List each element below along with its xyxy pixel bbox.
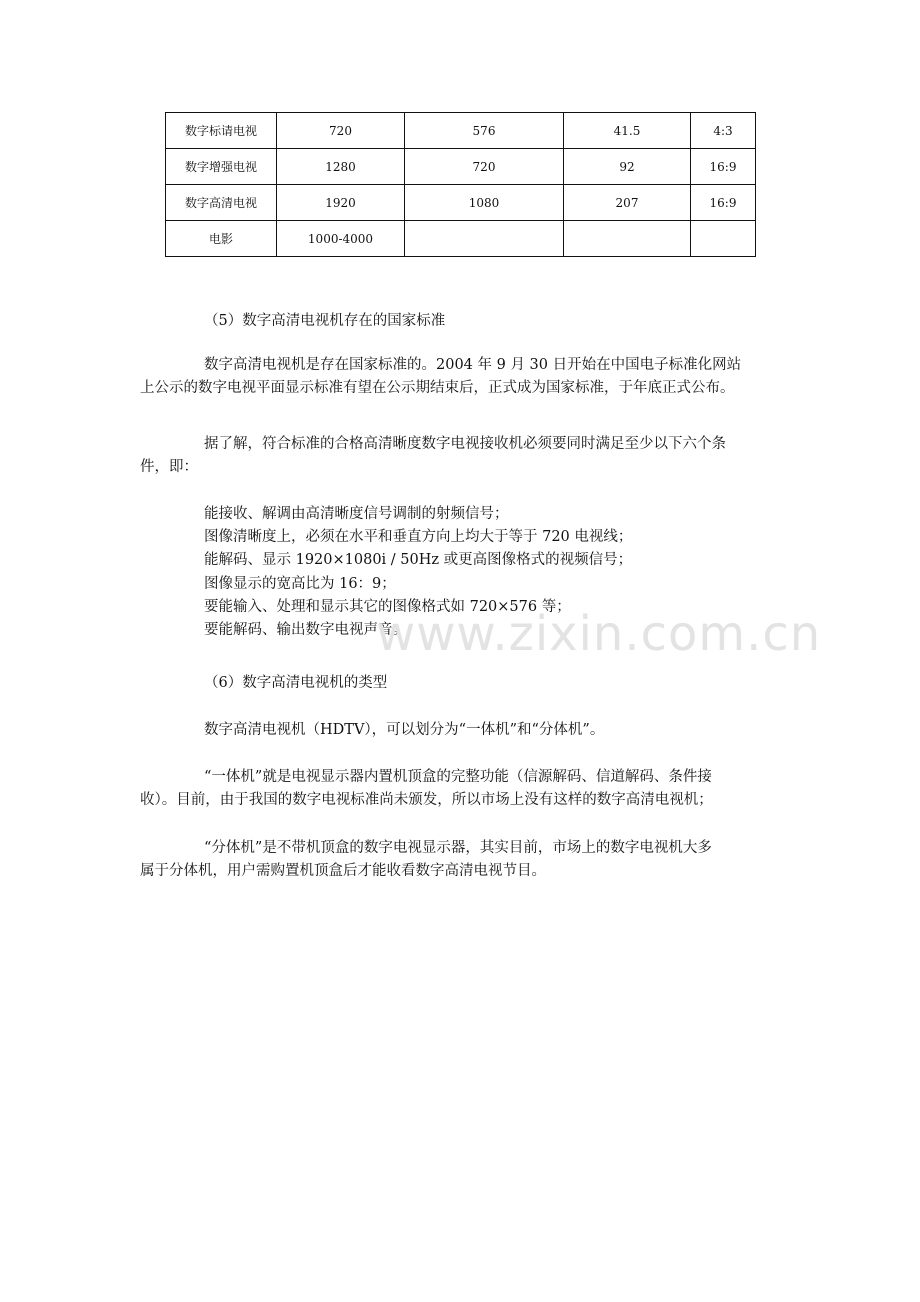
table-row [166, 149, 756, 185]
table-row [166, 113, 756, 149]
paragraph-line: “一体机”就是电视显示器内置机顶盒的完整功能（信源解码、信道解码、条件接 [204, 769, 712, 785]
table-cell [691, 221, 756, 257]
table-cell: 电影 [166, 221, 277, 257]
paragraph-line: 数字高清电视机是存在国家标准的。2004 年 9 月 30 日开始在中国电子标准化网站 [204, 357, 742, 373]
table-cell: 720 [277, 113, 405, 149]
paragraph [140, 719, 780, 742]
table-cell: 576 [405, 113, 564, 149]
table-cell: 1080 [405, 185, 564, 221]
paragraph-line: “分体机”是不带机顶盒的数字电视显示器，其实目前，市场上的数字电视机大多 [204, 840, 712, 856]
condition-item: 要能解码、输出数字电视声音。 [204, 622, 407, 638]
resolution-table [165, 112, 756, 257]
table-cell: 1920 [277, 185, 405, 221]
table-cell [564, 221, 691, 257]
paragraph-line: 收）。目前，由于我国的数字电视标准尚未颁发，所以市场上没有这样的数字高清电视机； [140, 792, 713, 808]
paragraph [140, 433, 780, 479]
table-cell: 1000-4000 [277, 221, 405, 257]
condition-item: 能解码、显示 1920×1080i / 50Hz 或更高图像格式的视频信号； [204, 552, 633, 568]
table-cell [405, 221, 564, 257]
table-cell: 16:9 [691, 149, 756, 185]
table-cell: 4:3 [691, 113, 756, 149]
paragraph [140, 837, 780, 883]
table-cell: 16:9 [691, 185, 756, 221]
paragraph [140, 766, 780, 812]
condition-item: 图像清晰度上，必须在水平和垂直方向上均大于等于 720 电视线； [204, 529, 633, 545]
table-row [166, 221, 756, 257]
condition-item: 要能输入、处理和显示其它的图像格式如 720×576 等； [204, 599, 571, 615]
table-cell: 92 [564, 149, 691, 185]
section-5-heading: （5）数字高清电视机存在的国家标准 [204, 313, 446, 329]
table-cell: 41.5 [564, 113, 691, 149]
table-row [166, 185, 756, 221]
paragraph-line: 件，即： [140, 459, 198, 475]
paragraph [140, 354, 780, 400]
condition-item: 能接收、解调由高清晰度信号调制的射频信号； [204, 506, 509, 522]
table-cell: 数字高清电视 [166, 185, 277, 221]
section-6-heading: （6）数字高清电视机的类型 [204, 675, 388, 691]
paragraph-line: 属于分体机，用户需购置机顶盒后才能收看数字高清电视节目。 [140, 863, 546, 879]
paragraph-line: 上公示的数字电视平面显示标准有望在公示期结束后，正式成为国家标准，于年底正式公布。 [140, 380, 735, 396]
table-cell: 数字增强电视 [166, 149, 277, 185]
condition-item: 图像显示的宽高比为 16：9； [204, 576, 396, 592]
table-cell: 720 [405, 149, 564, 185]
table-cell: 数字标请电视 [166, 113, 277, 149]
paragraph-line: 据了解，符合标准的合格高清晰度数字电视接收机必须要同时满足至少以下六个条 [204, 436, 726, 452]
watermark: www.zixin.com.cn [376, 606, 822, 662]
table-cell: 207 [564, 185, 691, 221]
paragraph-line: 数字高清电视机（HDTV），可以划分为“一体机”和“分体机”。 [204, 722, 605, 738]
table-cell: 1280 [277, 149, 405, 185]
